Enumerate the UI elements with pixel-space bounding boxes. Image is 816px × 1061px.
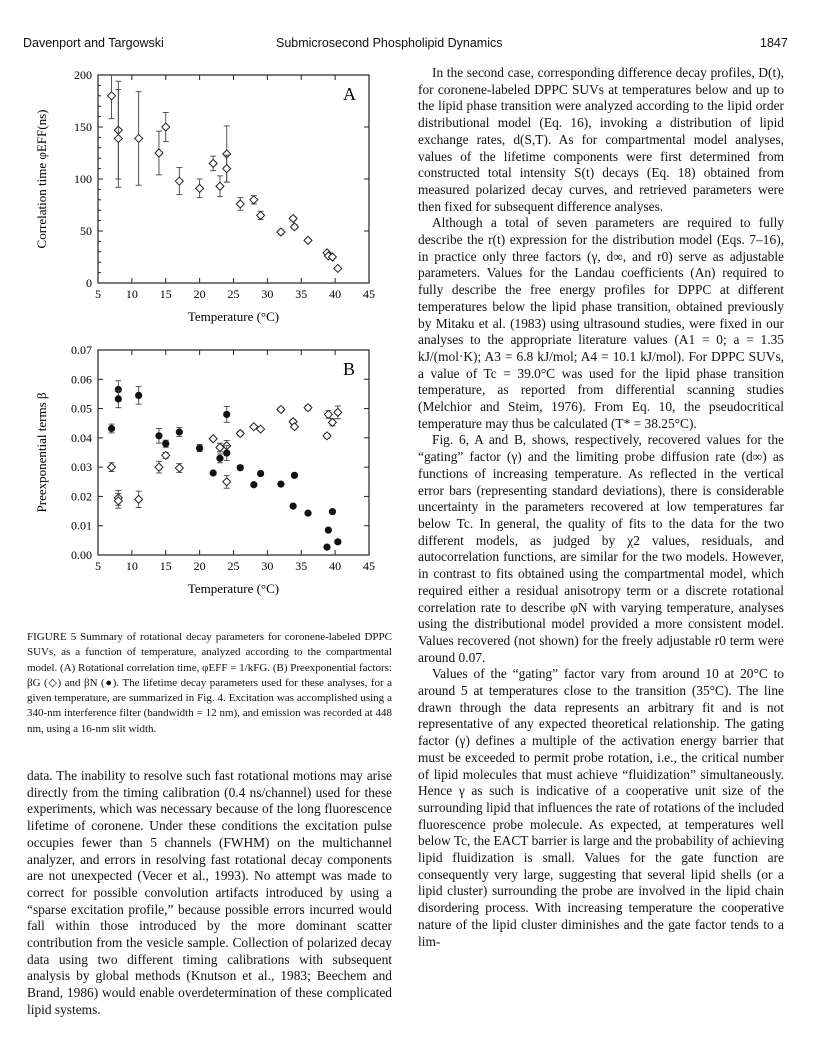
diamond-marker xyxy=(196,184,204,192)
x-tick-label: 15 xyxy=(159,559,172,573)
diamond-marker xyxy=(304,404,312,412)
diamond-marker xyxy=(216,444,224,452)
diamond-marker xyxy=(289,215,297,223)
diamond-marker xyxy=(236,200,244,208)
diamond-marker xyxy=(250,196,258,204)
diamond-marker xyxy=(223,478,231,486)
left-column-text xyxy=(27,768,392,1019)
diamond-marker xyxy=(334,408,342,416)
diamond-marker xyxy=(108,463,116,471)
diamond-marker xyxy=(114,134,122,142)
diamond-marker xyxy=(323,432,331,440)
x-axis-label: Temperature (°C) xyxy=(187,309,280,324)
running-header xyxy=(0,36,816,52)
x-tick-label: 30 xyxy=(261,287,274,301)
filled-circle-marker xyxy=(135,392,142,399)
y-tick-label: 0.01 xyxy=(71,518,92,533)
diamond-marker xyxy=(328,418,336,426)
header-page-number: 1847 xyxy=(760,36,788,50)
paragraph: In the second case, corresponding difference decay profiles, D(t), for coronene-labeled DPPC SUVs at temperatures below and up to the lipid phase transition were analyzed according to the lipid order distributional model (Eq. 16), invoking a distribution of lipid exchange rates, d(S,T). As for compartmental model analyses, values of the lifetime components were first determined from constructed total intensity S(t) decays (Eq. 18) obtained from measured polarized decay curves, and retrieved parameters were then fixed for subsequent difference analyses. xyxy=(418,65,784,214)
chart-a xyxy=(34,68,375,324)
y-tick-label: 100 xyxy=(74,172,92,186)
filled-circle-marker xyxy=(223,411,230,418)
y-tick-label: 50 xyxy=(80,224,92,238)
x-tick-label: 5 xyxy=(95,287,101,301)
diamond-marker xyxy=(175,177,183,185)
filled-circle-marker xyxy=(223,449,230,456)
filled-circle-marker xyxy=(304,510,311,517)
y-tick-label: 0.03 xyxy=(71,460,92,475)
diamond-marker xyxy=(277,228,285,236)
filled-circle-marker xyxy=(216,455,223,462)
panel-label: B xyxy=(343,359,356,379)
x-tick-label: 20 xyxy=(193,287,206,301)
y-tick-label: 0 xyxy=(86,276,92,290)
filled-circle-marker xyxy=(250,481,257,488)
y-tick-label: 0.00 xyxy=(71,548,92,562)
filled-circle-marker xyxy=(290,502,297,509)
diamond-marker xyxy=(223,165,231,173)
filled-circle-marker xyxy=(196,445,203,452)
y-axis-label: Correlation time φEFF(ns) xyxy=(34,109,49,249)
x-tick-label: 5 xyxy=(95,559,101,573)
y-tick-label: 0.07 xyxy=(71,343,92,357)
diamond-marker xyxy=(216,182,224,190)
series-open-diamond xyxy=(108,75,342,272)
figure-caption: FIGURE 5 Summary of rotational decay parameters for coronene-labeled DPPC SUVs, as a function of temperature, analyzed according to the compartmental model. (A) Rotational correlation time, φEFF = 1/kFG. (B) Preexponential factors: βG (◇) and βN (●). The lifetime decay parameters used for these analyses, for a given temperature, are summarized in Fig. 4. Excitation was accomplished using a 340-nm interference filter (bandwidth = 12 nm), and emission was recorded at 448 nm, using a 16-nm slit width. xyxy=(27,631,392,735)
filled-circle-marker xyxy=(323,543,330,550)
plot-frame xyxy=(98,350,369,555)
x-tick-label: 35 xyxy=(295,559,308,573)
filled-circle-marker xyxy=(162,440,169,447)
header-authors: Davenport and Targowski xyxy=(23,36,164,50)
filled-circle-marker xyxy=(237,464,244,471)
x-axis-label: Temperature (°C) xyxy=(187,581,280,596)
paragraph: Values of the “gating” factor vary from around 10 at 20°C to around 5 at temperatures close to the transition (35°C). The line drawn through the data represents an arbitrary fit and is not representative of any expected theoretical relationship. The gating factor (γ) defines a multiple of the activation energy barrier that must be exceeded to permit probe rotation, i.e., the critical number of lipid molecules that must achieve “fluidization” simultaneously. Hence γ as such is indicative of a cooperative unit size of the surrounding lipid that influences the rate of rotations of the included fluorescence probe molecule. As expected, at temperatures well below Tc, the EACT barrier is large and the probability of achieving lipid fluidization is small. Values for the gate function are consequently very large, suggesting that several lipid shells (or a lipid cluster) surrounding the probe are involved in the lipid chain disordering process. With increasing temperature the cooperative nature of the lipid cluster diminishes and the gate factor tends to a lim- xyxy=(418,666,784,949)
x-tick-label: 15 xyxy=(159,287,172,301)
diamond-marker xyxy=(155,149,163,157)
y-tick-label: 0.05 xyxy=(71,401,92,416)
filled-circle-marker xyxy=(176,428,183,435)
y-tick-label: 150 xyxy=(74,120,92,134)
filled-circle-marker xyxy=(155,432,162,439)
filled-circle-marker xyxy=(291,472,298,479)
filled-circle-marker xyxy=(108,425,115,432)
paragraph: Fig. 6, A and B, shows, respectively, recovered values for the “gating” factor (γ) and the limiting probe diffusion rate (d∞) as functions of increasing temperature. As reflected in the vertical error bars (representing standard deviations), there is considerable uncertainty in the parameters recovered at low temperatures far below Tc. In general, the quality of fits to the data for the two different models, as judged by χ2 values, residuals, and autocorrelation functions, are similar for the two models. However, in contrast to fits obtained using the compartmental model, which required either a residual anisotropy term or a discrete rotational correlation rate to describe φN with varying temperature, analyses using the distributional model provided a more consistent model. Values recovered (not shown) for the freely adjustable r0 term were around 0.07. xyxy=(418,432,784,665)
right-column-text xyxy=(418,65,784,950)
diamond-marker xyxy=(108,92,116,100)
filled-circle-marker xyxy=(115,395,122,402)
x-tick-label: 10 xyxy=(125,287,138,301)
diamond-marker xyxy=(290,223,298,231)
y-tick-label: 0.06 xyxy=(71,372,92,387)
diamond-marker xyxy=(135,495,143,503)
x-tick-label: 45 xyxy=(363,559,375,573)
paragraph: Although a total of seven parameters are required to fully describe the r(t) expression for the distribution model (Eqs. 7–16), in practice only three factors (γ, d∞, and r0) serve as adjustable parameters. Values for the Landau coefficients (An) required to fully describe the free energy profiles for DPPC at different temperatures below the lipid phase transition, obtained previously by Mitaku et al. (1983) using ultrasound studies, were fixed in our analyses to the appropriate literature values (A1 = 0; a = 1.35 kJ/(mol·K); A3 = 6.8 kJ/mol; A4 = 10.1 kJ/mol). For DPPC SUVs, a value of Tc = 39.0°C was used for the lipid phase transition temperature, as reported from differential scanning studies (Melchior and Steim, 1976). From Eq. 10, the pseudocritical temperature may thus be calculated (T* = 38.25°C). xyxy=(418,215,784,431)
x-tick-label: 10 xyxy=(125,559,138,573)
y-axis-label: Preexponential terms β xyxy=(34,392,49,513)
x-tick-label: 30 xyxy=(261,559,274,573)
diamond-marker xyxy=(236,429,244,437)
diamond-marker xyxy=(209,435,217,443)
diamond-marker xyxy=(175,464,183,472)
filled-circle-marker xyxy=(329,508,336,515)
filled-circle-marker xyxy=(277,481,284,488)
x-tick-label: 20 xyxy=(193,559,206,573)
panel-label: A xyxy=(343,84,356,104)
diamond-marker xyxy=(257,211,265,219)
diamond-marker xyxy=(209,159,217,167)
filled-circle-marker xyxy=(257,470,264,477)
filled-circle-marker xyxy=(334,538,341,545)
x-tick-label: 25 xyxy=(227,559,240,573)
x-tick-label: 45 xyxy=(363,287,375,301)
y-tick-label: 0.04 xyxy=(71,430,92,445)
diamond-marker xyxy=(334,264,342,272)
x-tick-label: 35 xyxy=(295,287,308,301)
x-tick-label: 40 xyxy=(329,559,342,573)
x-tick-label: 40 xyxy=(329,287,342,301)
y-tick-label: 0.02 xyxy=(71,489,92,504)
filled-circle-marker xyxy=(325,527,332,534)
figure-5 xyxy=(20,55,395,625)
x-tick-label: 25 xyxy=(227,287,240,301)
y-tick-label: 200 xyxy=(74,68,92,82)
header-title: Submicrosecond Phospholipid Dynamics xyxy=(276,36,503,50)
diamond-marker xyxy=(304,236,312,244)
diamond-marker xyxy=(135,134,143,142)
chart-b xyxy=(34,343,375,596)
filled-circle-marker xyxy=(210,469,217,476)
diamond-marker xyxy=(324,410,332,418)
diamond-marker xyxy=(155,463,163,471)
diamond-marker xyxy=(277,405,285,413)
paragraph: data. The inability to resolve such fast rotational motions may arise directly from the timing calibration (0.4 ns/channel) used for these experiments, which was necessary because of the long fluorescence lifetime of coronene. Under these conditions the excitation pulse occupies fewer than 5 channels (FWHM) on the multichannel analyzer, and errors in resolving fast rotational decay components are not unexpected (Vecer et al., 1993). No attempt was made to correct for possible convolution artifacts introduced by using a “sparse excitation profile,” because possible errors incurred would fall within those introduced by the more dominant scatter contribution from the vesicle sample. Collection of polarized decay data using two different timing calibrations with subsequent analysis by global methods (Knutson et al., 1983; Beechem and Brand, 1986) would enable overdetermination of these complicated lipid systems. xyxy=(27,768,392,1017)
diamond-marker xyxy=(162,123,170,131)
